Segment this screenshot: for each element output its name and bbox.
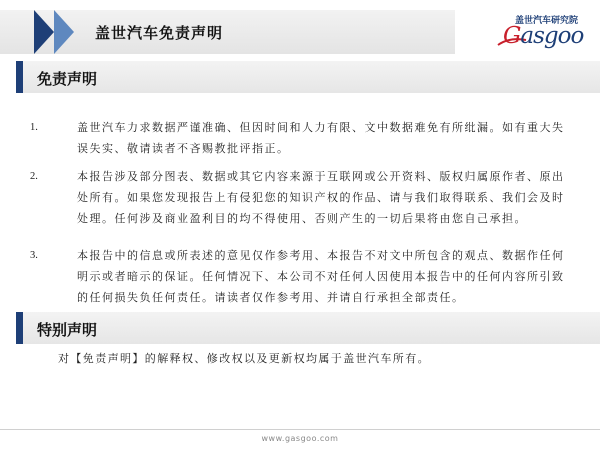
section-accent <box>16 61 23 93</box>
section-title: 特别声明 <box>37 321 98 339</box>
section-bar <box>23 312 600 344</box>
item-number: 3. <box>30 250 38 261</box>
item-number: 1. <box>30 122 38 133</box>
section-accent <box>16 312 23 344</box>
page-title: 盖世汽车免责声明 <box>95 24 224 42</box>
special-statement-text: 对【免责声明】的解释权、修改权以及更新权均属于盖世汽车所有。 <box>58 352 430 365</box>
gasgoo-logo <box>497 13 593 53</box>
logo-g-letter: G <box>503 23 521 49</box>
item-text: 本报告涉及部分图表、数据或其它内容来源于互联网或公开资料、版权归属原作者、原出处所有。如果您发现报告上有侵犯您的知识产权的作品、请与我们取得联系、我们会及时处理。任何涉及商业盈利目的均不得使用、否则产生的一切后果将由您自己承担。 <box>77 170 565 225</box>
logo-word-rest: asgoo <box>520 23 584 49</box>
section-bar <box>23 61 600 93</box>
logo-wordmark <box>503 23 583 49</box>
page-header <box>0 0 600 58</box>
item-text: 本报告中的信息或所表述的意见仅作参考用、本报告不对文中所包含的观点、数据作任何明示或者暗示的保证。任何情况下、本公司不对任何人因使用本报告中的任何内容所引致的任何损失负任何责任。请读者仅作参考用、并请自行承担全部责任。 <box>77 249 565 304</box>
item-number: 2. <box>30 171 38 182</box>
footer-divider <box>0 429 600 430</box>
chevron-light-icon <box>54 10 74 54</box>
section-special <box>0 312 600 344</box>
footer-url: www.gasgoo.com <box>261 434 339 443</box>
section-title: 免责声明 <box>37 70 98 88</box>
section-disclaimer <box>0 61 600 93</box>
item-text: 盖世汽车力求数据严谨准确、但因时间和人力有限、文中数据难免有所纰漏。如有重大失误失实、敬请读者不吝赐教批评指正。 <box>77 121 565 155</box>
chevron-dark-icon <box>34 10 54 54</box>
logo-cn-text: 盖世汽车研究院 <box>515 16 579 26</box>
